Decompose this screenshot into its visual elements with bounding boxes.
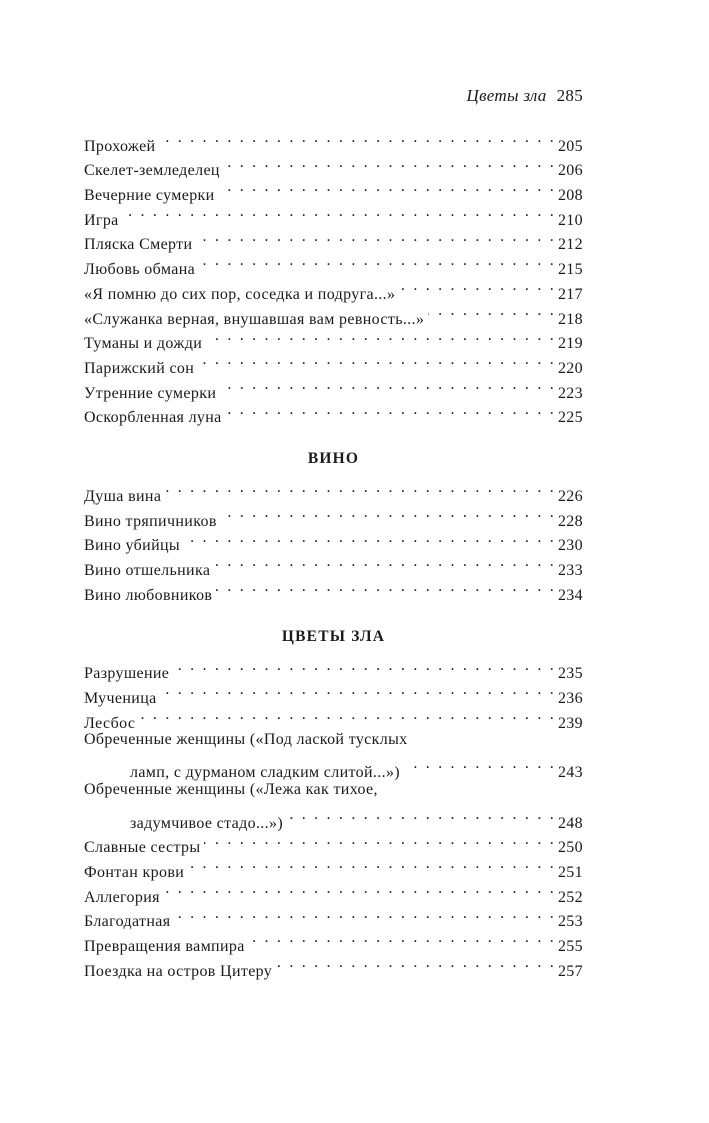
- dot-leader: [219, 175, 556, 200]
- toc-entry-multiline: [84, 778, 583, 832]
- dot-leader: [164, 877, 556, 902]
- toc-entry-page: 255: [557, 937, 583, 955]
- toc-entry-page: 250: [557, 839, 583, 857]
- toc-entry-title-line2: задумчивое стадо...»): [130, 814, 284, 832]
- toc-entry-title: Туманы и дожди: [84, 335, 203, 353]
- toc-entry-title: Оскорбленная луна: [84, 409, 222, 427]
- dot-leader: [428, 299, 556, 324]
- toc-entry-page: 235: [557, 665, 583, 683]
- toc-entry-title: Мученица: [84, 690, 157, 708]
- toc-entry-title-line2: ламп, с дурманом сладким слитой...»): [130, 764, 400, 782]
- dot-leader: [220, 373, 556, 398]
- dot-leader: [214, 550, 556, 575]
- dot-leader: [174, 902, 555, 927]
- toc-entry-line2: [84, 752, 583, 782]
- toc-entry-title-line1: Обреченные женщины («Лежа как тихое,: [84, 781, 378, 799]
- toc-entry-title-line1: Обреченные женщины («Под лаской тусклых: [84, 730, 408, 748]
- toc-section-vino: [84, 476, 583, 604]
- dot-leader: [399, 274, 556, 299]
- dot-leader: [123, 200, 556, 225]
- toc-entry-page: 234: [557, 586, 583, 604]
- toc-entry-page: 228: [557, 512, 583, 530]
- toc-entry-page: 257: [557, 962, 583, 980]
- toc-entry-title: Скелет-земледелец: [84, 162, 220, 180]
- toc-section-continued: [84, 126, 583, 427]
- running-head-page-number: 285: [556, 86, 583, 105]
- toc-entry-page: 239: [557, 714, 583, 732]
- toc-entry-page: 223: [557, 384, 583, 402]
- toc-entry-page: 206: [557, 162, 583, 180]
- toc-entry-page: 252: [557, 888, 583, 906]
- toc-entry: [84, 703, 583, 732]
- dot-leader: [198, 348, 556, 373]
- toc-entry-title: Поездка на остров Цитеру: [84, 962, 273, 980]
- toc-entry-page: 218: [557, 310, 583, 328]
- toc-entry-title: «Я помню до сих пор, соседка и подруга...»: [84, 285, 396, 303]
- toc-entry: [84, 476, 583, 505]
- toc-entry-page: 220: [557, 359, 583, 377]
- toc-entry-page: 225: [557, 409, 583, 427]
- toc-entry-title: Любовь обмана: [84, 261, 196, 279]
- toc-entry-page: 226: [557, 487, 583, 505]
- toc-entry-page: 230: [557, 537, 583, 555]
- toc-entry-title: Лесбос: [84, 714, 136, 732]
- toc-entry-page: 243: [557, 764, 583, 782]
- toc-entry-page: 236: [557, 690, 583, 708]
- toc-entry-multiline: [84, 728, 583, 782]
- toc-entry-page: 233: [557, 562, 583, 579]
- dot-leader: [161, 678, 556, 703]
- toc-entry-title: Аллегория: [84, 888, 160, 906]
- dot-leader: [287, 803, 556, 828]
- toc-entry-title: Душа вина: [84, 487, 162, 505]
- dot-leader: [226, 398, 556, 423]
- dot-leader: [216, 575, 556, 600]
- running-head-title: Цветы зла: [466, 86, 547, 105]
- toc-entry-title: Вечерние сумерки: [84, 187, 215, 205]
- toc-entry: [84, 200, 583, 229]
- running-head: [84, 84, 583, 108]
- dot-leader: [224, 151, 556, 176]
- toc-entry-title: Славные сестры: [84, 839, 201, 857]
- toc-entry-title: Вино тряпичников: [84, 512, 217, 530]
- toc-entry-title: Вино любовников: [84, 586, 213, 604]
- toc-entry-title: Благодатная: [84, 913, 171, 931]
- book-page: [84, 84, 583, 980]
- toc-entry-page: 253: [557, 913, 583, 931]
- toc-entry-title: Парижский сон: [84, 359, 195, 377]
- toc-entry-title: «Служанка верная, внушавшая вам ревность...»: [84, 310, 425, 328]
- toc-entry-title: Фонтан крови: [84, 863, 185, 881]
- toc-entry-page: 210: [557, 211, 583, 229]
- section-heading-vino: ВИНО: [307, 450, 360, 468]
- toc-entry: [84, 225, 583, 254]
- dot-leader: [159, 126, 555, 151]
- toc-entry-page: 219: [557, 335, 583, 353]
- toc-entry-title: Превращения вампира: [84, 937, 245, 955]
- dot-leader: [188, 852, 556, 877]
- toc-section-cvety-zla: [84, 654, 583, 980]
- dot-leader: [139, 703, 556, 728]
- toc-entry-title: Прохожей: [84, 137, 156, 155]
- dot-leader: [404, 752, 556, 777]
- toc-entry-page: 251: [557, 863, 583, 881]
- toc-entry-line2: [84, 803, 583, 832]
- toc-entry-title: Утренние сумерки: [84, 384, 217, 402]
- toc-entry-page: 212: [557, 236, 583, 254]
- dot-leader: [199, 249, 556, 274]
- dot-leader: [276, 951, 556, 976]
- dot-leader: [206, 324, 556, 349]
- toc-entry-title: Игра: [84, 211, 119, 229]
- section-heading-cvety-zla: ЦВЕТЫ ЗЛА: [281, 627, 386, 645]
- toc-entry-page: 217: [557, 285, 583, 303]
- toc-entry-title: Вино отшельника: [84, 562, 211, 579]
- toc-entry-page: 205: [557, 137, 583, 155]
- dot-leader: [221, 501, 556, 526]
- dot-leader: [173, 654, 556, 679]
- toc-entry-page: 215: [557, 261, 583, 279]
- toc-entry-title: Пляска Смерти: [84, 236, 193, 254]
- dot-leader: [196, 225, 556, 250]
- dot-leader: [165, 476, 556, 501]
- toc-entry-title: Вино убийцы: [84, 537, 181, 555]
- dot-leader: [184, 526, 556, 551]
- toc-entry: [84, 654, 583, 683]
- dot-leader: [204, 828, 555, 853]
- toc-entry-page: 248: [557, 814, 583, 832]
- toc-entry: [84, 126, 583, 155]
- toc-entry-title: Разрушение: [84, 665, 170, 683]
- toc-entry-page: 208: [557, 187, 583, 205]
- dot-leader: [249, 926, 556, 951]
